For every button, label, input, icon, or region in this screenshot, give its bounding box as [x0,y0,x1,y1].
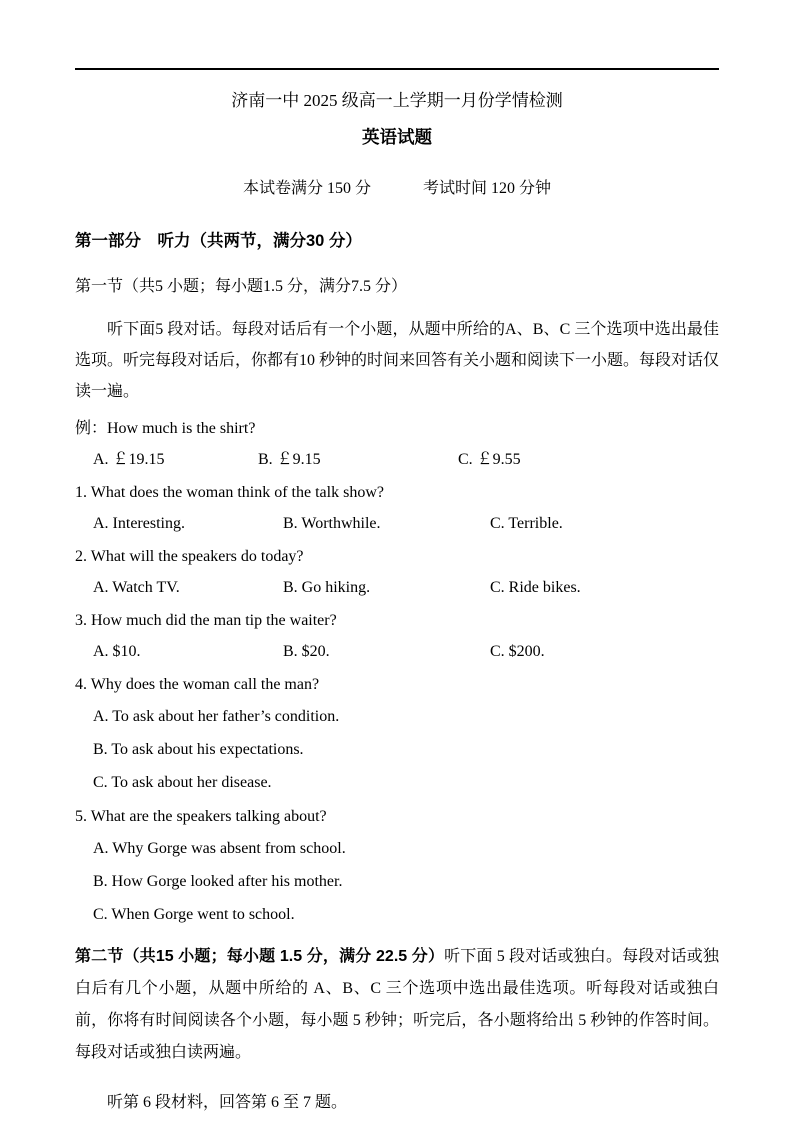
question-5-option-a: A. Why Gorge was absent from school. [93,840,346,857]
section1-instructions: 听下面5 段对话。每段对话后有一个小题，从题中所给的A、B、C 三个选项中选出最佳选项。听完每段对话后，你都有10 秒钟的时间来回答有关小题和阅读下一小题。每段对话仅读一遍。 [75,321,720,400]
example-question [75,413,719,475]
question-1-option-a: A. Interesting. [93,515,185,532]
question-5 [75,801,719,931]
question-4-option-b: B. To ask about his expectations. [93,741,304,758]
question-5-text: 5. What are the speakers talking about? [75,808,327,825]
listening-note: 听第 6 段材料，回答第 6 至 7 题。 [107,1094,348,1111]
question-2 [75,541,719,603]
question-1-options [75,508,719,539]
question-2-option-a: A. Watch TV. [93,579,180,596]
section2-paragraph [75,941,719,1069]
exam-info-line [75,176,719,202]
example-question-text: 例：How much is the shirt? [75,420,256,437]
example-options-row [75,444,719,475]
question-3 [75,605,719,667]
section2-instructions: 听下面 5 段对话或独白。每段对话或独白后有几个小题，从题中所给的 A、B、C 三个选项中选出最佳选项。听每段对话或独白前，你将有时间阅读各个小题，每小题 5 秒钟；听完后，各小题将给出 5 秒钟的作答时间。每段对话或独白读两遍。 [75,948,719,1061]
question-4-text: 4. Why does the woman call the man? [75,676,320,693]
example-option-b: B. ￡9.15 [258,451,321,468]
question-5-options [75,832,719,931]
question-1-option-c: C. Terrible. [490,515,563,532]
question-4-options [75,700,719,799]
question-2-option-c: C. Ride bikes. [490,579,581,596]
section2-heading: 第二节（共15 小题；每小题 1.5 分，满分 22.5 分） [75,948,445,965]
question-4-option-c: C. To ask about her disease. [93,774,272,791]
example-option-c: C. ￡9.55 [458,451,521,468]
question-1-text: 1. What does the woman think of the talk show? [75,484,384,501]
question-3-option-c: C. $200. [490,643,545,660]
question-2-text: 2. What will the speakers do today? [75,548,304,565]
top-divider [75,68,719,70]
question-1 [75,477,719,539]
question-4 [75,669,719,799]
question-3-options [75,636,719,667]
section1-heading: 第一节（共5 小题；每小题1.5 分，满分7.5 分） [75,278,408,295]
part1-heading: 第一部分 听力（共两节，满分30 分） [75,232,362,250]
question-2-options [75,572,719,603]
question-5-option-b: B. How Gorge looked after his mother. [93,873,343,890]
question-3-option-b: B. $20. [283,643,330,660]
page-title: 济南一中 2025 级高一上学期一月份学情检测 [231,91,563,110]
duration-label: 考试时间 120 分钟 [423,180,552,197]
page-subtitle: 英语试题 [362,127,432,147]
question-3-option-a: A. $10. [93,643,141,660]
question-3-text: 3. How much did the man tip the waiter? [75,612,337,629]
question-2-option-b: B. Go hiking. [283,579,371,596]
question-4-option-a: A. To ask about her father’s condition. [93,708,340,725]
total-score-label: 本试卷满分 150 分 [242,180,371,197]
question-1-option-b: B. Worthwhile. [283,515,381,532]
example-option-a: A. ￡19.15 [93,451,165,468]
question-5-option-c: C. When Gorge went to school. [93,906,295,923]
